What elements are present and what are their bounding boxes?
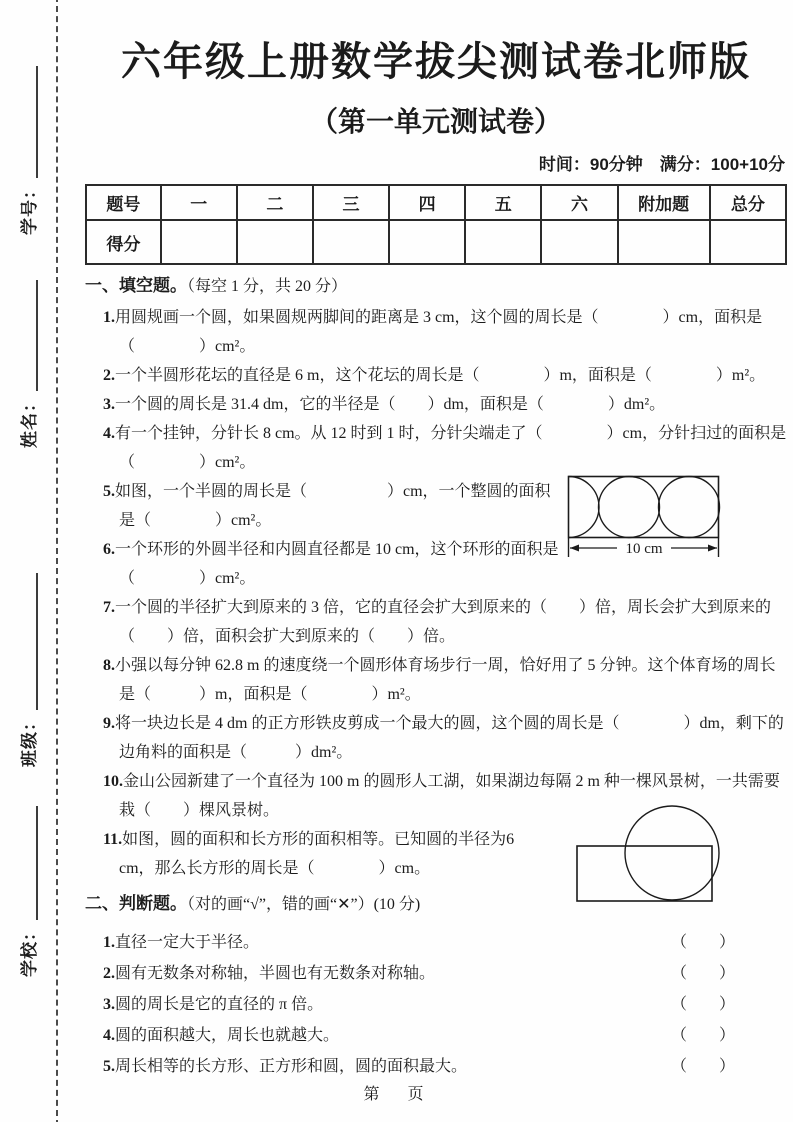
student-name-blank-line xyxy=(36,280,38,391)
score-empty-cell xyxy=(541,220,617,264)
section1-title: 一、填空题。 xyxy=(85,276,187,295)
exam-time-score-info: 时间：90分钟 满分：100+10分 xyxy=(538,155,785,174)
question-number: 3. xyxy=(103,396,115,413)
tf-question-text xyxy=(103,990,671,1019)
question-3 xyxy=(103,390,787,419)
page-number-footer: 第 页 xyxy=(363,1086,430,1103)
question-text: 周长相等的长方形、正方形和圆，圆的面积最大。 xyxy=(115,1058,468,1075)
score-header-cell: 一 xyxy=(161,185,237,220)
question-number: 11. xyxy=(103,831,123,848)
score-row-label: 得分 xyxy=(86,220,161,264)
score-table-header-row xyxy=(86,185,786,220)
score-header-cell: 总分 xyxy=(710,185,786,220)
class-blank-line xyxy=(36,573,38,710)
question-number: 7. xyxy=(103,599,115,616)
question-number: 1. xyxy=(103,309,115,326)
figure1-dimension-label: 10 cm xyxy=(625,541,663,557)
question-number: 6. xyxy=(103,541,115,558)
score-table-score-row xyxy=(86,220,786,264)
score-empty-cell xyxy=(618,220,710,264)
question-text: 圆的面积越大，周长也就越大。 xyxy=(115,1027,340,1044)
section1-header xyxy=(85,273,787,300)
question-text: 直径一定大于半径。 xyxy=(115,934,260,951)
score-header-cell: 三 xyxy=(313,185,389,220)
score-header-cell: 题号 xyxy=(86,185,161,220)
class-field xyxy=(16,570,44,767)
question-number: 2. xyxy=(103,367,115,384)
section2-questions xyxy=(85,928,787,1081)
question-number: 5. xyxy=(103,1058,115,1075)
circle-rectangle-overlap-figure xyxy=(572,798,732,910)
score-empty-cell xyxy=(313,220,389,264)
section2-title: 二、判断题。 xyxy=(85,894,187,913)
question-text: 小强以每分钟 62.8 m 的速度绕一个圆形体育场步行一周，恰好用了 5 分钟。这个体育场的周长是（ ）m，面积是（ ）m²。 xyxy=(115,657,776,703)
question-text: 圆的周长是它的直径的 π 倍。 xyxy=(115,996,324,1013)
circles-in-rectangle-figure xyxy=(567,475,727,563)
student-id-label: 学号： xyxy=(20,181,39,235)
question-text: 一个半圆形花坛的直径是 6 m，这个花坛的周长是（ ）m，面积是（ ）m²。 xyxy=(115,367,766,384)
question-number: 1. xyxy=(103,934,115,951)
question-7 xyxy=(103,593,787,651)
question-text: 一个环形的外圆半径和内圆直径都是 10 cm，这个环形的面积是（ ）cm²。 xyxy=(115,541,559,587)
tf-question-4 xyxy=(85,1021,787,1050)
section2-note: （对的画“√”，错的画“✕”）(10 分) xyxy=(187,896,421,913)
page-title: 六年级上册数学拔尖测试卷北师版 xyxy=(121,40,751,84)
score-header-cell: 二 xyxy=(237,185,313,220)
question-1 xyxy=(103,303,787,361)
question-2 xyxy=(103,361,787,390)
question-text: 如图，一个半圆的周长是（ ）cm，一个整圆的面积是（ ）cm²。 xyxy=(115,483,551,529)
question-8 xyxy=(103,651,787,709)
question-number: 10. xyxy=(103,773,123,790)
school-blank-line xyxy=(36,806,38,920)
answer-bracket: （ ） xyxy=(670,965,735,982)
question-number: 4. xyxy=(103,425,115,442)
score-empty-cell xyxy=(237,220,313,264)
answer-bracket: （ ） xyxy=(670,1058,735,1075)
student-id-field xyxy=(16,63,44,235)
question-number: 3. xyxy=(103,996,115,1013)
question-text: 一个圆的周长是 31.4 dm，它的半径是（ ）dm，面积是（ ）dm²。 xyxy=(115,396,666,413)
section1-note: （每空 1 分，共 20 分） xyxy=(187,278,348,295)
score-empty-cell xyxy=(710,220,786,264)
school-label: 学校： xyxy=(20,923,39,977)
question-text: 将一块边长是 4 dm 的正方形铁皮剪成一个最大的圆，这个圆的周长是（ ）dm，剩下的边角料的面积是（ ）dm²。 xyxy=(115,715,784,761)
tf-question-text xyxy=(103,959,671,988)
question-number: 8. xyxy=(103,657,115,674)
question-4 xyxy=(103,419,787,477)
score-empty-cell xyxy=(389,220,465,264)
score-empty-cell xyxy=(465,220,541,264)
tf-question-1 xyxy=(85,928,787,957)
page-subtitle: （第一单元测试卷） xyxy=(309,106,562,137)
answer-bracket: （ ） xyxy=(670,1027,735,1044)
answer-bracket: （ ） xyxy=(670,934,735,951)
score-header-cell: 六 xyxy=(541,185,617,220)
question-text: 一个圆的半径扩大到原来的 3 倍，它的直径会扩大到原来的（ ）倍，周长会扩大到原来的（ ）倍，面积会扩大到原来的（ ）倍。 xyxy=(115,599,772,645)
student-id-blank-line xyxy=(36,66,38,178)
question-number: 9. xyxy=(103,715,115,732)
question-9 xyxy=(103,709,787,767)
tf-question-text xyxy=(103,1021,671,1050)
tf-question-text xyxy=(103,1052,671,1081)
score-header-cell: 五 xyxy=(465,185,541,220)
school-field xyxy=(16,803,44,977)
question-text: 金山公园新建了一个直径为 100 m 的圆形人工湖，如果湖边每隔 2 m 种一棵风景树，一共需要栽（ ）棵风景树。 xyxy=(119,773,780,819)
tf-question-2 xyxy=(85,959,787,988)
seal-dashed-line xyxy=(56,0,58,1122)
tf-question-text xyxy=(103,928,671,957)
class-label: 班级： xyxy=(20,713,39,767)
score-header-cell: 四 xyxy=(389,185,465,220)
question-text: 圆有无数条对称轴，半圆也有无数条对称轴。 xyxy=(115,965,436,982)
question-text: 如图，圆的面积和长方形的面积相等。已知圆的半径为6 cm，那么长方形的周长是（ ）cm。 xyxy=(119,831,515,877)
score-empty-cell xyxy=(161,220,237,264)
question-text: 用圆规画一个圆，如果圆规两脚间的距离是 3 cm，这个圆的周长是（ ）cm，面积是（ ）cm²。 xyxy=(115,309,763,355)
student-name-label: 姓名： xyxy=(20,394,39,448)
answer-bracket: （ ） xyxy=(670,996,735,1013)
tf-question-3 xyxy=(85,990,787,1019)
student-name-field xyxy=(16,277,44,448)
score-header-cell: 附加题 xyxy=(618,185,710,220)
question-number: 4. xyxy=(103,1027,115,1044)
section1-questions xyxy=(85,303,787,883)
question-number: 5. xyxy=(103,483,115,500)
score-table xyxy=(85,184,787,265)
question-number: 2. xyxy=(103,965,115,982)
question-text: 有一个挂钟，分针长 8 cm。从 12 时到 1 时，分针尖端走了（ ）cm，分针扫过的面积是（ ）cm²。 xyxy=(115,425,787,471)
tf-question-5 xyxy=(85,1052,787,1081)
